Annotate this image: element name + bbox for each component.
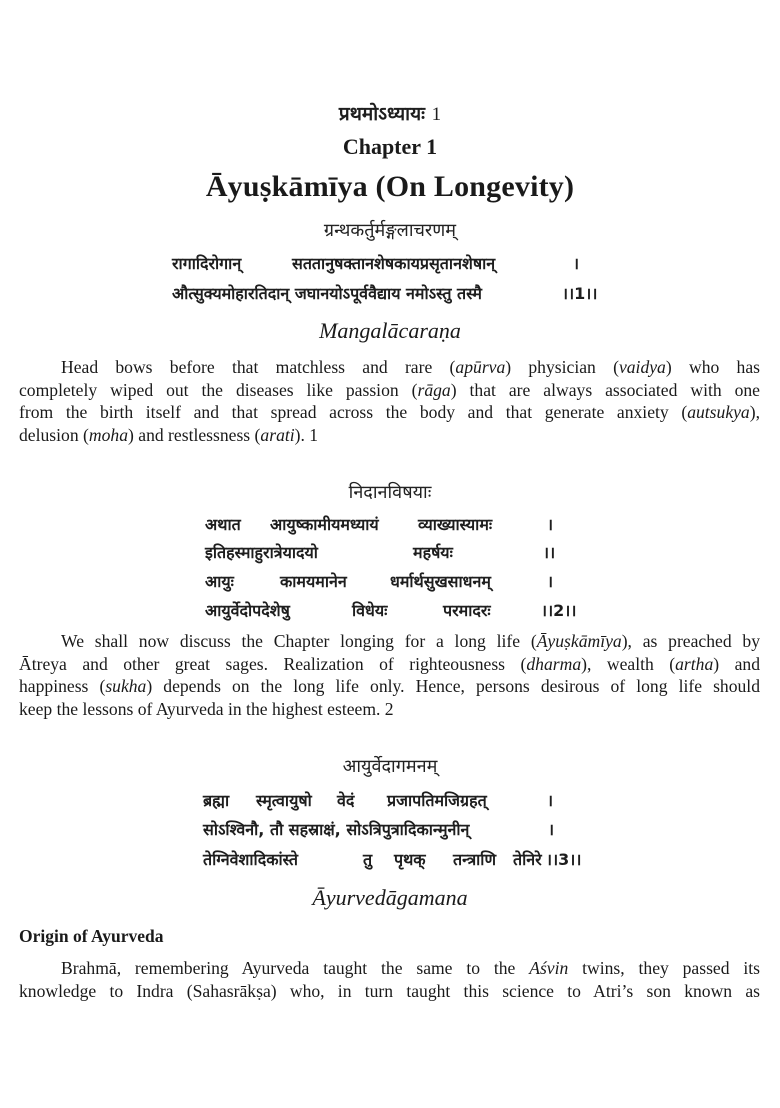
transliterated-heading-1: Mangalācaraṇa [319, 318, 461, 343]
paragraph-line: Head bows before that matchless and rare (apūrva) physician (vaidya) who has [61, 357, 761, 377]
verse-line [0, 513, 780, 535]
verse-line [0, 541, 780, 563]
subheading-origin: Origin of Ayurveda [19, 926, 164, 946]
chapter-label: Chapter 1 [342, 134, 438, 159]
verse-word: रागादिरोगान् [172, 254, 242, 273]
verse-number: ।।1।। [562, 284, 598, 303]
verse-word: कामयमानेन [280, 572, 347, 591]
verse-danda: ।। [543, 543, 556, 562]
verse-word: तन्त्राणि [453, 850, 497, 869]
paragraph-line: Ātreya and other great sages. Realization of righteousness (dharma), wealth (artha) and [19, 653, 760, 674]
paragraph-line: from the birth itself and that spread across the body and that generate anxiety (autsukya), [19, 402, 760, 422]
sanskrit-chapter-number: 1 [431, 104, 442, 125]
sanskrit-section-heading-1: ग्रन्थकर्तुर्मङ्गलाचरणम् [323, 220, 457, 241]
verse-word: वेदं [337, 791, 355, 810]
verse-word: ब्रह्मा [203, 791, 230, 810]
verse-word: पृथक् [394, 850, 426, 869]
paragraph-line: happiness (sukha) depends on the long life only. Hence, persons desirous of long life should [19, 676, 760, 696]
verse-word: तेग्निवेशादिकांस्ते [203, 850, 298, 869]
verse-word: आयुः [205, 572, 234, 591]
verse-word: प्रजापतिमजिग्रहत् [387, 791, 487, 810]
verse-word: अथात [205, 515, 241, 534]
verse-danda: । [573, 254, 580, 273]
verse-word: व्याख्यास्यामः [418, 515, 493, 534]
verse-line [0, 789, 780, 811]
verse-danda: । [547, 791, 554, 810]
paragraph-line: completely wiped out the diseases like passion (rāga) that are always associated with one [19, 379, 760, 400]
verse-danda: । [547, 515, 554, 534]
verse-line [0, 282, 780, 304]
paragraph-line: Brahmā, remembering Ayurveda taught the same to the Aśvin twins, they passed its [61, 958, 761, 978]
verse-word: स्मृत्वायुषो [256, 791, 312, 810]
chapter-title: Āyuṣkāmīya (On Longevity) [205, 170, 575, 203]
verse-number: ।।3।। [546, 850, 582, 869]
paragraph-line: knowledge to Indra (Sahasrākṣa) who, in turn taught this science to Atri’s son known as [19, 980, 760, 1001]
verse-word: धर्मार्थसुखसाधनम् [390, 572, 491, 591]
sanskrit-section-heading-3: आयुर्वेदागमनम् [342, 756, 438, 777]
sanskrit-chapter-heading [0, 100, 780, 126]
paragraph-line: keep the lessons of Ayurveda in the highest esteem. 2 [19, 698, 394, 719]
verse-danda: । [548, 820, 555, 839]
paragraph-1 [19, 356, 760, 446]
paragraph-line: delusion (moha) and restlessness (arati). 1 [19, 424, 319, 445]
verse-word: महर्षयः [413, 543, 453, 562]
verse-word: तेनिरे [513, 850, 542, 869]
verse-line [0, 848, 780, 870]
paragraph-line: We shall now discuss the Chapter longing for a long life (Āyuṣkāmīya), as preached by [61, 631, 761, 651]
verse-word: विधेयः [352, 601, 388, 620]
sanskrit-section-heading-2: निदानविषयाः [348, 482, 432, 503]
verse-number: ।।2।। [541, 601, 577, 620]
verse-line [0, 570, 780, 592]
paragraph-2 [19, 630, 760, 720]
verse-word: परमादरः [443, 601, 491, 620]
sanskrit-chapter-text: प्रथमोऽध्यायः [338, 103, 425, 125]
verse-line [0, 818, 780, 840]
verse-word: आयुष्कामीयमध्यायं [270, 515, 379, 534]
verse-line [0, 252, 780, 274]
transliterated-heading-3: Āyurvedāgamana [312, 885, 468, 910]
paragraph-3 [19, 957, 760, 1002]
verse-word: सोऽश्विनौ, तौ सहस्राक्षं, सोऽत्रिपुत्रादिकान्मुनीन् [203, 820, 470, 839]
verse-word: आयुर्वेदोपदेशेषु [205, 601, 290, 620]
verse-danda: । [547, 572, 554, 591]
verse-word: औत्सुक्यमोहारतिदान् जघानयोऽपूर्ववैद्याय नमोऽस्तु तस्मै [172, 284, 482, 303]
verse-word: इतिहस्माहुरात्रेयादयो [205, 543, 318, 562]
verse-line [0, 599, 780, 621]
verse-word: सततानुषक्तानशेषकायप्रसृतानशेषान् [292, 254, 496, 273]
verse-word: तु [363, 850, 373, 869]
